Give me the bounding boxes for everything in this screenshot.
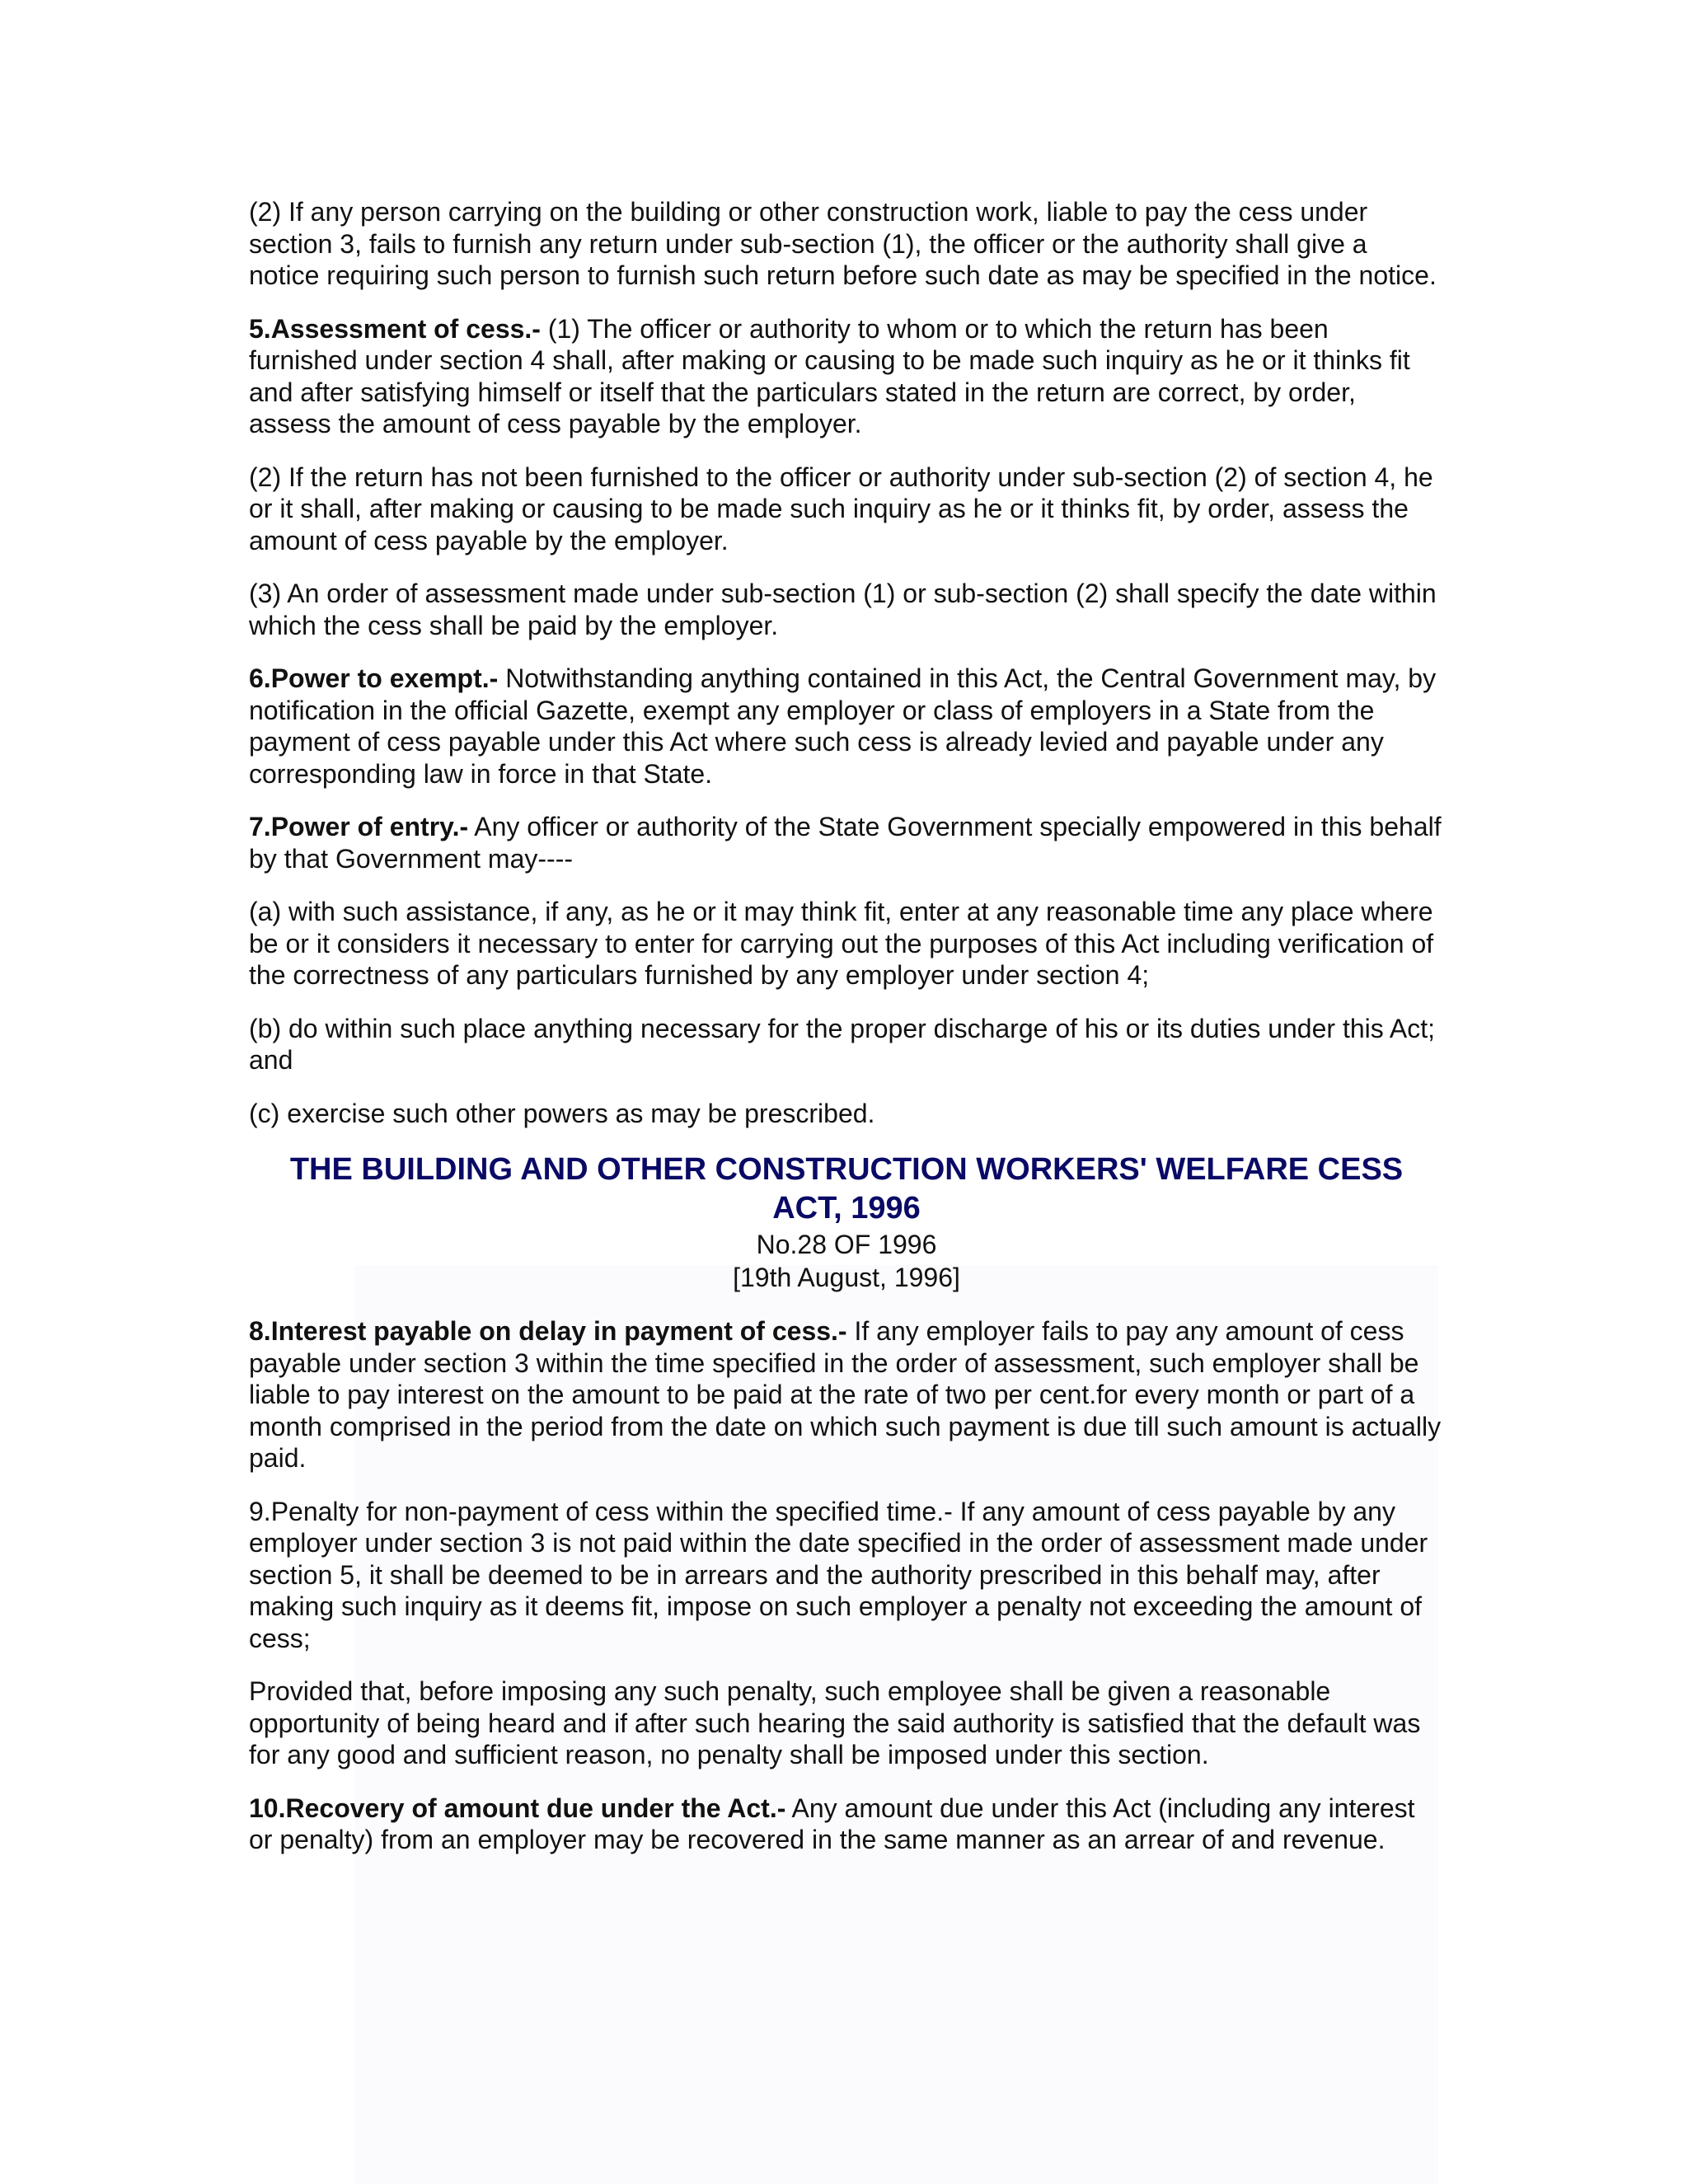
paragraph bbox=[249, 1496, 1444, 1655]
paragraph bbox=[249, 578, 1444, 641]
paragraph-text: (a) with such assistance, if any, as he or it may think fit, enter at any reasonable time any place where be or it considers it necessary to enter for carrying out the purposes of this Act including verification of the correctness of any particulars furnished by any employer under section 4; bbox=[249, 897, 1434, 990]
paragraph bbox=[249, 811, 1444, 874]
act-date: [19th August, 1996] bbox=[733, 1263, 960, 1292]
paragraph-text: (2) If any person carrying on the building or other construction work, liable to pay the cess under section 3, fails to furnish any return under sub-section (1), the officer or the authority shall give a notice requiring such person to furnish such return before such date as may be specified in the notice. bbox=[249, 197, 1437, 290]
section-heading: 8.Interest payable on delay in payment of cess.- bbox=[249, 1316, 847, 1346]
paragraph bbox=[249, 1315, 1444, 1474]
paragraph bbox=[249, 1098, 1444, 1130]
act-header bbox=[249, 1151, 1444, 1294]
section-heading: 7.Power of entry.- bbox=[249, 812, 469, 841]
paragraph-text: (1) The officer or authority to whom or to which the return has been furnished under section 4 shall, after making or causing to be made such inquiry as he or it thinks fit and after satisfying himself or itself that the particulars stated in the return are correct, by order, assess the amount of cess payable by the employer. bbox=[249, 313, 1410, 438]
bottom-section bbox=[249, 1315, 1444, 1856]
act-title-line-2: ACT, 1996 bbox=[772, 1191, 921, 1226]
paragraph bbox=[249, 1675, 1444, 1771]
paragraph-text: (b) do within such place anything necessary for the proper discharge of his or its duties under this Act; and bbox=[249, 1013, 1435, 1075]
paragraph bbox=[249, 1793, 1444, 1856]
section-heading: 6.Power to exempt.- bbox=[249, 663, 499, 693]
paragraph bbox=[249, 313, 1444, 440]
paragraph-text: (3) An order of assessment made under sub-section (1) or sub-section (2) shall specify the date within which the cess shall be paid by the employer. bbox=[249, 579, 1437, 640]
document-page bbox=[249, 196, 1444, 1877]
paragraph-text: Any officer or authority of the State Government specially empowered in this behalf by that Government may---- bbox=[249, 812, 1442, 874]
act-title-line-1: THE BUILDING AND OTHER CONSTRUCTION WORKERS' WELFARE CESS bbox=[289, 1152, 1404, 1187]
top-section bbox=[249, 196, 1444, 1129]
paragraph bbox=[249, 196, 1444, 292]
act-number: No.28 OF 1996 bbox=[756, 1230, 937, 1259]
paragraph-text: 9.Penalty for non-payment of cess within the specified time.- If any amount of cess payable by any employer under section 3 is not paid within the date specified in the order of assessment made under section 5, it shall be deemed to be in arrears and the authority prescribed in this behalf may, after making such inquiry as it deems fit, impose on such employer a penalty not exceeding the amount of cess; bbox=[249, 1496, 1428, 1653]
paragraph-text: If any employer fails to pay any amount of cess payable under section 3 within the time specified in the order of assessment, such employer shall be liable to pay interest on the amount to be paid at the rate of two per cent.for every month or part of a month comprised in the period from the date on which such payment is due till such amount is actually paid. bbox=[249, 1316, 1442, 1473]
paragraph-text: Notwithstanding anything contained in this Act, the Central Government may, by notification in the official Gazette, exempt any employer or class of employers in a State from the payment of cess payable under this Act where such cess is already levied and payable under any corresponding law in force in that State. bbox=[249, 663, 1437, 789]
paragraph bbox=[249, 663, 1444, 790]
paragraph bbox=[249, 1013, 1444, 1076]
section-heading: 10.Recovery of amount due under the Act.- bbox=[249, 1793, 786, 1823]
section-heading: 5.Assessment of cess.- bbox=[249, 313, 541, 344]
paragraph-text: Provided that, before imposing any such penalty, such employee shall be given a reasonable opportunity of being heard and if after such hearing the said authority is satisfied that the default was for any good and sufficient reason, no penalty shall be imposed under this section. bbox=[249, 1676, 1421, 1769]
paragraph-text: (c) exercise such other powers as may be prescribed. bbox=[249, 1098, 875, 1128]
paragraph-text: (2) If the return has not been furnished to the officer or authority under sub-section (2) of section 4, he or it shall, after making or causing to be made such inquiry as he or it thinks fit, by order, assess the amount of cess payable by the employer. bbox=[249, 462, 1433, 555]
paragraph bbox=[249, 896, 1444, 991]
paragraph-text: Any amount due under this Act (including any interest or penalty) from an employer may be recovered in the same manner as an arrear of and revenue. bbox=[249, 1793, 1415, 1854]
paragraph bbox=[249, 462, 1444, 557]
